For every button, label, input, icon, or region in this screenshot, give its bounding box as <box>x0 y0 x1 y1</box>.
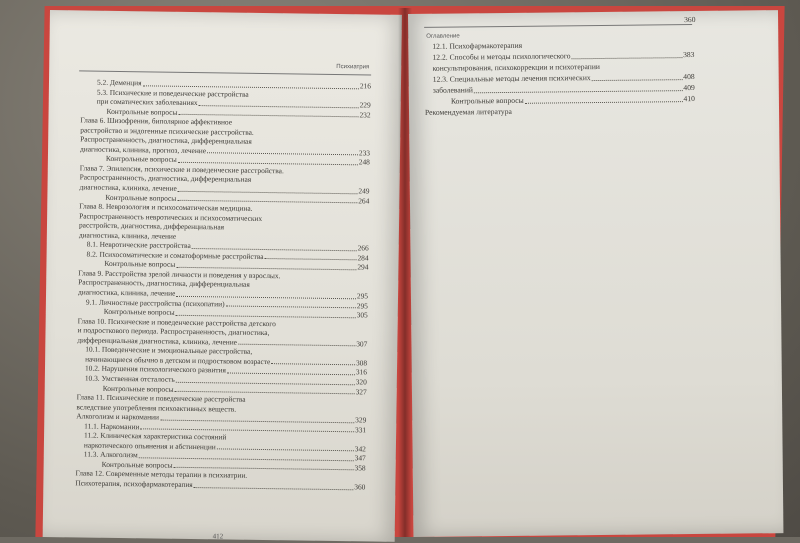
toc-entry-title: 12.3. Специальные методы лечения психических <box>432 73 591 84</box>
toc-entry-page: 331 <box>355 424 367 435</box>
toc-entry-title: расстройств, диагностика, дифференциальная <box>78 220 225 232</box>
toc-entry-page: 327 <box>355 386 367 396</box>
toc-entry-title: Контрольные вопросы <box>105 192 177 203</box>
dot-leader <box>572 57 683 59</box>
toc-entry-page: 266 <box>357 243 369 253</box>
toc-entry-title: диагностика, клиника, лечение <box>78 230 177 241</box>
toc-entry-page: 408 <box>683 72 695 82</box>
toc-entry-page: 342 <box>354 444 366 454</box>
toc-entry-title: консультирования, психокоррекции и психотерапии <box>432 61 600 73</box>
toc-entry-page: 383 <box>683 50 695 60</box>
toc-entry-title: Распространенность, диагностика, дифференциальная <box>80 134 252 147</box>
dot-leader <box>592 79 683 81</box>
toc-entry-page: 248 <box>358 157 370 167</box>
toc-entry-title: Контрольные вопросы <box>106 106 178 117</box>
toc-entry-title: диагностика, клиника, лечение <box>78 287 176 298</box>
toc-entry-title: Распространенность, диагностика, дифференциальная <box>78 277 250 290</box>
toc-entry-title: Глава 9. Расстройства зрелой личности и поведения у взрослых. <box>78 268 281 281</box>
toc-entry-title: Алкоголизм и наркомании <box>76 411 160 422</box>
toc-entry-title: заболеваний <box>432 85 473 95</box>
toc-entry-title: Глава 12. Современные методы терапии в психиатрии. <box>75 468 248 481</box>
toc-entry-title: 5.2. Деменция <box>96 77 142 88</box>
toc-entry-page: 295 <box>356 291 369 301</box>
toc-entry-title: 11.3. Алкоголизм <box>83 449 138 460</box>
header-rule <box>79 70 371 75</box>
table-of-contents <box>424 38 695 118</box>
toc-entry-page: 229 <box>359 100 371 110</box>
toc-entry-page: 264 <box>358 195 370 206</box>
dot-leader <box>238 344 355 347</box>
left-page <box>43 10 402 542</box>
toc-entry-title: Глава 6. Шизофрения, биполярное аффективное <box>80 115 233 127</box>
page-number: 412 <box>212 532 224 541</box>
toc-entry-page: 233 <box>358 148 371 158</box>
toc-entry-page: 329 <box>355 415 367 425</box>
toc-entry-title: Глава 8. Неврозология и психосоматическая медицина. <box>79 201 253 213</box>
toc-entry-title: начинающиеся обычно в детском и подростковом возрасте <box>85 354 271 366</box>
header-rule <box>424 24 692 28</box>
toc-page-number: 360 <box>684 14 696 25</box>
toc-entry-page: 294 <box>357 262 369 272</box>
toc-entry-title: 10.2. Нарушения психологического развития <box>84 363 226 375</box>
toc-entry-title: 8.2. Психосоматические и соматоформные расстройства <box>86 249 264 261</box>
toc-entry-title: Рекомендуемая литература <box>424 106 512 117</box>
toc-entry <box>425 104 695 118</box>
toc-entry-title: 12.2. Способы и методы психологического <box>432 51 571 62</box>
toc-entry-title: Контрольные вопросы <box>450 95 524 106</box>
toc-entry-title: диагностика, клиника, лечение <box>79 182 177 193</box>
toc-entry-page: 249 <box>358 186 370 196</box>
toc-entry-page: 308 <box>355 358 368 368</box>
toc-entry-title: Глава 7. Эпилепсия, психические и поведенческие расстройства. <box>79 163 284 176</box>
running-head: Психиатрия <box>336 64 370 71</box>
table-of-contents <box>75 77 371 492</box>
toc-entry-page: 320 <box>355 377 367 387</box>
toc-entry-title: Распространенность невротических и психосоматических <box>79 211 263 223</box>
toc-entry-title: вследствие употребления психоактивных веществ. <box>76 402 237 414</box>
dot-leader <box>194 487 354 490</box>
toc-entry-page: 409 <box>683 83 695 93</box>
toc-entry-title: расстройство и эндогенные психические расстройства. <box>80 125 254 137</box>
toc-entry-page: 316 <box>355 367 368 377</box>
toc-entry-title: Контрольные вопросы <box>102 383 174 394</box>
toc-entry-title: Контрольные вопросы <box>103 306 175 317</box>
toc-entry-page: 307 <box>356 339 368 349</box>
toc-entry-page: 295 <box>356 300 368 311</box>
toc-entry-title: Распространенность, диагностика, дифференциальная <box>79 172 252 185</box>
running-head: Оглавление <box>426 33 460 40</box>
toc-entry-title: и подросткового периода. Распространенность, диагностика, <box>77 325 270 338</box>
dot-leader <box>271 364 355 366</box>
toc-entry-title: Психотерапия, психофармакотерапия <box>75 478 193 490</box>
toc-entry-title: Контрольные вопросы <box>101 459 173 470</box>
toc-entry-page: 216 <box>359 81 372 91</box>
toc-entry-title: при соматических заболеваниях <box>96 96 198 108</box>
toc-entry-title: Глава 11. Психические и поведенческие расстройства <box>76 392 246 404</box>
toc-entry-title: 12.1. Психофармакотерапия <box>432 40 523 51</box>
toc-entry-page: 360 <box>354 482 366 492</box>
toc-entry-page: 305 <box>356 310 368 320</box>
toc-entry-title: наркотического опьянения и абстиненции <box>83 440 216 452</box>
toc-entry-title: диагностика, клиника, прогноз, лечение <box>80 144 207 156</box>
toc-entry-page: 284 <box>357 253 369 263</box>
toc-entry-page: 347 <box>354 453 366 463</box>
toc-entry-title: 11.1. Наркомании <box>84 421 140 431</box>
toc-entry-title: 9.1. Личностные расстройства (психопатии) <box>85 297 225 309</box>
right-page <box>408 10 783 537</box>
toc-entry-title: Глава 10. Психические и поведенческие расстройства детского <box>77 316 276 328</box>
toc-entry-title: 5.3. Психические и поведенческие расстройства <box>96 87 249 99</box>
toc-entry-page: 232 <box>359 109 371 120</box>
toc-entry-title: 10.3. Умственная отсталость <box>84 373 175 384</box>
toc-entry-title: Контрольные вопросы <box>104 259 176 270</box>
dot-leader <box>265 258 357 260</box>
toc-entry-title: Контрольные вопросы <box>105 154 177 165</box>
toc-entry-title: 8.1. Невротические расстройства <box>86 239 191 251</box>
toc-entry-page: 358 <box>354 463 366 473</box>
toc-entry-page: 410 <box>683 94 695 104</box>
toc-entry-title: дифференциальная диагностика, клиника, лечение <box>77 335 238 347</box>
toc-entry-title: 11.2. Клиническая характеристика состояний <box>84 430 227 442</box>
toc-entry-title: 10.1. Поведенческие и эмоциональные расстройства, <box>85 344 253 357</box>
